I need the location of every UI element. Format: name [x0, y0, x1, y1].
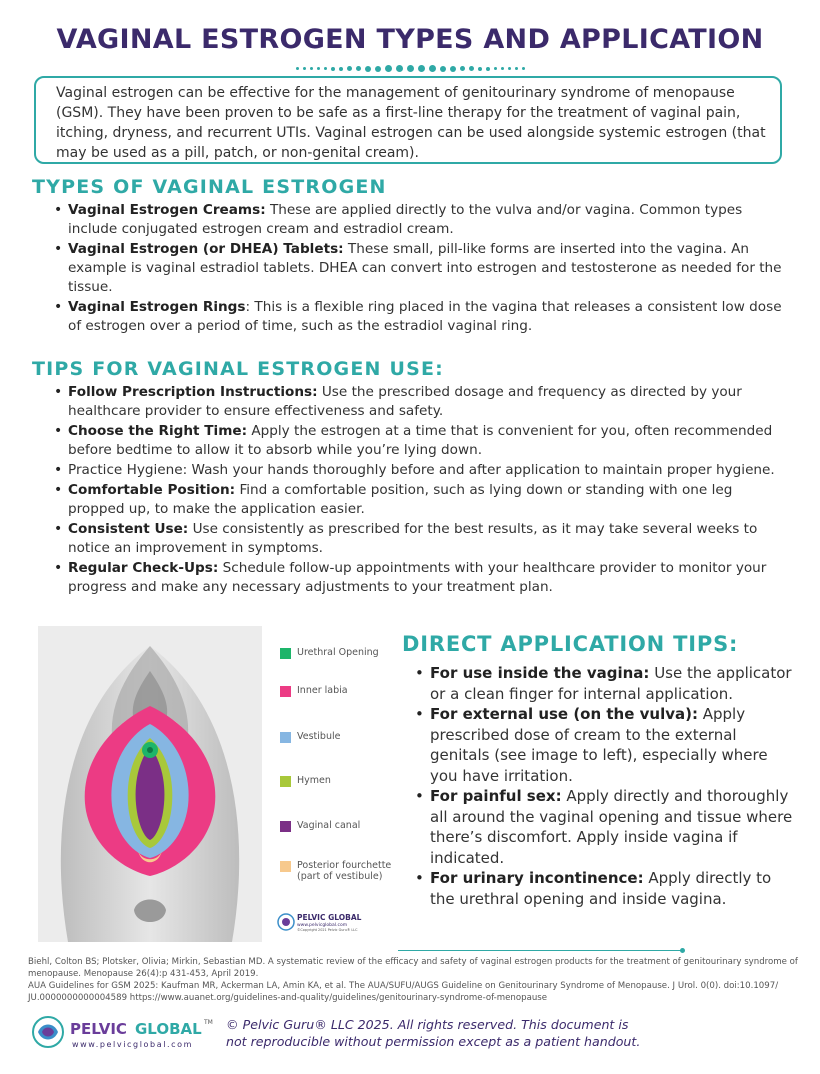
footer-logo-pelvic: PELVIC — [70, 1020, 127, 1038]
legend-swatch — [280, 821, 291, 832]
direct-application-heading: DIRECT APPLICATION TIPS: — [402, 632, 739, 656]
tips-list — [52, 383, 792, 598]
list-item: • Consistent Use: Use consistently as prescribed for the best results, as it may take several weeks to notice an improvement in symptoms. — [52, 520, 792, 558]
references-divider — [398, 950, 683, 951]
small-logo-copyright: ©Copyright 2021 Pelvic Guru® LLC — [297, 928, 358, 932]
reference-item: AUA Guidelines for GSM 2025: Kaufman MR, Ackerman LA, Amin KA, et al. The AUA/SUFU/AUGS Guideline on Genitourinary Syndrome of Menopause. J Urol. 0(0). doi:10.1097/ JU.0000000000004589 https://www.auanet.org/guidelines-and-quality/guidelines/genitourinary-syndrome-of-menopause — [28, 981, 779, 1003]
copyright-notice: © Pelvic Guru® LLC 2025. All rights reserved. This document is not reproducible without permission except as a patient handout. — [226, 1017, 641, 1049]
legend-swatch — [280, 648, 291, 659]
vulva-anatomy-illustration — [38, 626, 262, 942]
list-item: • Comfortable Position: Find a comfortable position, such as lying down or standing with one leg propped up, to make the application easier. — [52, 481, 792, 519]
legend-swatch — [280, 776, 291, 787]
list-item: • Vaginal Estrogen Creams: These are applied directly to the vulva and/or vagina. Common types include conjugated estrogen cream and estradiol cream. — [52, 201, 792, 239]
references — [28, 956, 808, 1004]
pelvic-global-footer-logo — [28, 1012, 218, 1056]
list-item: • For use inside the vagina: Use the applicator or a clean finger for internal application. — [414, 663, 794, 704]
small-logo-url: www.pelvicglobal.com — [297, 923, 348, 928]
footer-logo-url: www.pelvicglobal.com — [72, 1040, 194, 1049]
footer-logo-tm: TM — [204, 1019, 213, 1026]
direct-application-list — [414, 663, 794, 909]
small-logo-name: PELVIC GLOBAL — [297, 913, 362, 922]
reference-item: Biehl, Colton BS; Plotsker, Olivia; Mirkin, Sebastian MD. A systematic review of the efficacy and safety of vaginal estrogen products for the treatment of genitourinary syndrome of menopause. Menopause 26(4):p 431-453, April 2019. — [28, 957, 798, 979]
title-dot-divider — [0, 58, 820, 77]
legend-swatch — [280, 732, 291, 743]
footer-logo-global: GLOBAL — [135, 1020, 202, 1038]
list-item: • For urinary incontinence: Apply directly to the urethral opening and inside vagina. — [414, 868, 794, 909]
legend-swatch — [280, 861, 291, 872]
pelvic-global-small-logo — [276, 910, 386, 934]
list-item: • For painful sex: Apply directly and thoroughly all around the vaginal opening and tissue where there’s discomfort. Apply inside vagina if indicated. — [414, 786, 794, 868]
types-list — [52, 201, 792, 337]
list-item: • Regular Check-Ups: Schedule follow-up appointments with your healthcare provider to monitor your progress and make any necessary adjustments to your treatment plan. — [52, 559, 792, 597]
list-item: • Follow Prescription Instructions: Use the prescribed dosage and frequency as directed by your healthcare provider to ensure effectiveness and safety. — [52, 383, 792, 421]
types-heading: TYPES OF VAGINAL ESTROGEN — [32, 176, 387, 198]
list-item: • Vaginal Estrogen (or DHEA) Tablets: These small, pill-like forms are inserted into the vagina. An example is vaginal estradiol tablets. DHEA can convert into estrogen and testosterone as needed for the tissue. — [52, 240, 792, 297]
list-item: • For external use (on the vulva): Apply prescribed dose of cream to the external genitals (see image to left), especially where you have irritation. — [414, 704, 794, 786]
intro-box: Vaginal estrogen can be effective for the management of genitourinary syndrome of menopause (GSM). They have been proven to be safe as a first-line therapy for the treatment of vaginal pain, itching, dryness, and recurrent UTIs. Vaginal estrogen can be used alongside systemic estrogen (that may be used as a pill, patch, or non-genital cream). — [34, 76, 782, 164]
page-title: VAGINAL ESTROGEN TYPES AND APPLICATION — [56, 24, 764, 55]
legend-swatch — [280, 686, 291, 697]
list-item: • Vaginal Estrogen Rings: This is a flexible ring placed in the vagina that releases a consistent low dose of estrogen over a period of time, such as the estradiol vaginal ring. — [52, 298, 792, 336]
tips-heading: TIPS FOR VAGINAL ESTROGEN USE: — [32, 358, 444, 380]
list-item: • Choose the Right Time: Apply the estrogen at a time that is convenient for you, often recommended before bedtime to allow it to absorb while you’re lying down. — [52, 422, 792, 460]
list-item: • Practice Hygiene: Wash your hands thoroughly before and after application to maintain proper hygiene. — [52, 461, 792, 480]
